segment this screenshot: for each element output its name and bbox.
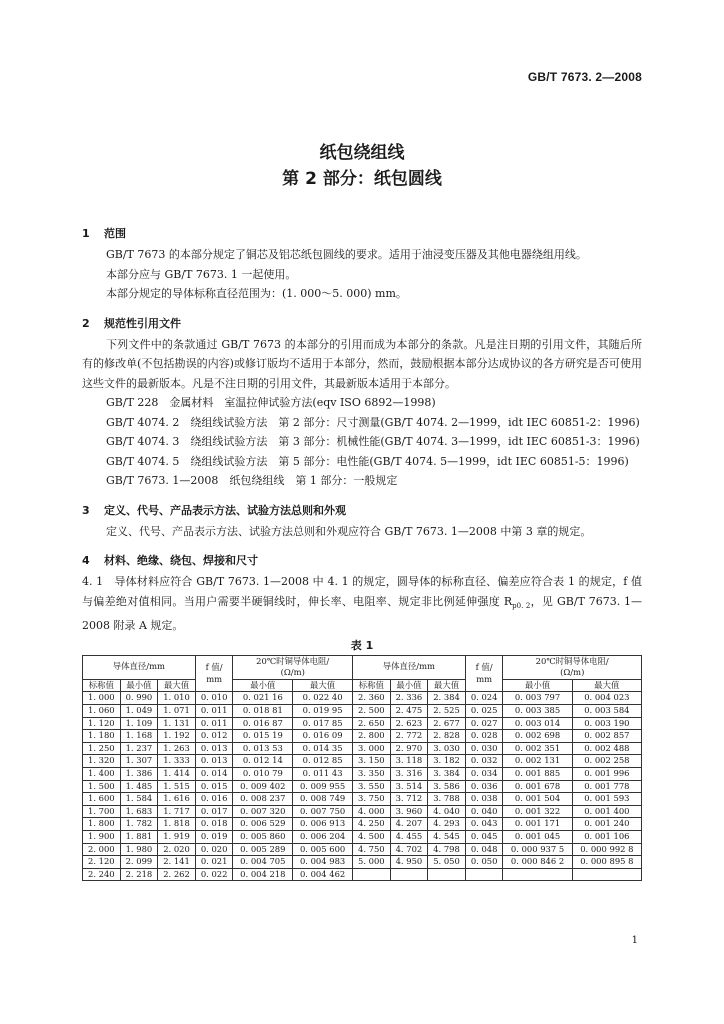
table-cell: 0. 012 [195,730,233,743]
table-cell: 0. 024 [465,692,503,705]
reference-item: GB/T 4074. 5 绕组线试验方法 第 5 部分：电性能(GB/T 4074. 5—1999，idt IEC 60851-5：1996) [106,454,629,468]
header-max: 最大值 [428,679,466,692]
table-cell: 0. 010 79 [233,768,293,781]
table-cell: 0. 001 504 [503,793,572,806]
table-row [83,717,642,730]
table-cell: 1. 683 [120,805,158,818]
table-cell: 3. 750 [353,793,391,806]
table-cell: 3. 960 [390,805,428,818]
table-cell: 0. 009 955 [293,780,353,793]
table-cell: 2. 099 [120,856,158,869]
table-cell: 0. 001 171 [503,818,572,831]
table-cell: 0. 021 16 [233,692,293,705]
table-row [83,692,642,705]
table-cell: 0. 002 131 [503,755,572,768]
header-f-unit: mm [206,673,223,684]
header-diameter-right: 导体直径/mm [353,655,466,679]
table-cell: 0. 013 [195,755,233,768]
section-title: 规范性引用文件 [104,316,181,330]
table-cell: 0. 006 913 [293,818,353,831]
table-row [83,856,642,869]
header-resistance-line2: (Ω/m) [280,667,305,678]
table-cell: 0. 002 258 [572,755,641,768]
table-cell [390,868,428,881]
table-cell: 2. 800 [353,730,391,743]
title-sub: 第 2 部分：纸包圆线 [282,169,442,189]
table-cell [503,868,572,881]
header-resistance-line2: (Ω/m) [560,667,585,678]
table-cell: 1. 386 [120,768,158,781]
table-cell: 1. 060 [83,705,121,718]
table-cell: 0. 013 53 [233,742,293,755]
table-row [83,768,642,781]
table-cell: 0. 001 106 [572,831,641,844]
table-cell: 4. 702 [390,843,428,856]
table-row [83,831,642,844]
table-row [83,730,642,743]
table-cell: 0. 005 289 [233,843,293,856]
header-f-label: f 值/ [475,661,493,672]
table-cell: 1. 782 [120,818,158,831]
table-cell [428,868,466,881]
table-cell: 1. 616 [158,793,196,806]
table-cell: 3. 514 [390,780,428,793]
table-cell: 1. 168 [120,730,158,743]
table-body [83,692,642,881]
table-cell: 1. 881 [120,831,158,844]
table-cell: 1. 414 [158,768,196,781]
paragraph: 定义、代号、产品表示方法、试验方法总则和外观应符合 GB/T 7673. 1—2008 中第 3 章的规定。 [106,524,592,538]
subscript: p0. 2 [512,601,531,610]
table-cell: 2. 525 [428,705,466,718]
table-cell: 0. 002 351 [503,742,572,755]
header-diameter: 导体直径/mm [83,655,196,679]
table-cell: 0. 010 [195,692,233,705]
table-cell: 4. 207 [390,818,428,831]
table-cell: 2. 384 [428,692,466,705]
header-resistance [233,655,353,679]
table-cell: 1. 320 [83,755,121,768]
table-cell: 0. 001 885 [503,768,572,781]
table-cell: 0. 006 529 [233,818,293,831]
table-cell: 0. 000 846 2 [503,856,572,869]
reference-item: GB/T 228 金属材料 室温拉伸试验方法(eqv ISO 6892—1998) [106,396,436,409]
table-cell: 0. 005 600 [293,843,353,856]
table-cell: 1. 980 [120,843,158,856]
table-cell: 0. 004 218 [233,868,293,881]
table-cell: 1. 333 [158,755,196,768]
table-cell: 1. 515 [158,780,196,793]
title-block [0,140,724,192]
table-cell: 0. 012 14 [233,755,293,768]
table-cell: 0. 027 [465,717,503,730]
header-nominal: 标称值 [83,679,121,692]
table-cell: 0. 013 [195,742,233,755]
table-cell: 1. 071 [158,705,196,718]
table-cell: 2. 336 [390,692,428,705]
table-cell: 4. 798 [428,843,466,856]
table-cell: 1. 000 [83,692,121,705]
table-row [83,793,642,806]
table-row [83,843,642,856]
table-cell: 1. 120 [83,717,121,730]
section-title: 定义、代号、产品表示方法、试验方法总则和外观 [104,503,346,517]
section-number: 1 [82,227,90,240]
table-row [83,755,642,768]
table-cell: 0. 002 488 [572,742,641,755]
table-cell: 0. 015 [195,780,233,793]
table-cell: 1. 250 [83,742,121,755]
table-cell: 2. 828 [428,730,466,743]
table-cell: 3. 118 [390,755,428,768]
section-number: 2 [82,316,90,330]
table-cell: 0. 001 678 [503,780,572,793]
table-cell: 0. 008 749 [293,793,353,806]
table-cell: 0. 050 [465,856,503,869]
table-cell: 0. 001 996 [572,768,641,781]
table-cell: 1. 800 [83,818,121,831]
table-cell: 0. 045 [465,831,503,844]
table-cell: 0. 032 [465,755,503,768]
table-cell: 0. 006 204 [293,831,353,844]
paragraph-text: ，见 GB/T 7673. 1—2008 附录 A 规定。 [82,594,642,633]
table-cell: 1. 485 [120,780,158,793]
header-f-label: f 值/ [205,661,223,672]
table-cell [353,868,391,881]
table-cell: 2. 970 [390,742,428,755]
table-cell: 3. 150 [353,755,391,768]
table-cell: 0. 003 385 [503,705,572,718]
table-cell: 2. 218 [120,868,158,881]
table-cell: 1. 900 [83,831,121,844]
table-cell: 0. 016 [195,793,233,806]
header-res-min: 最小值 [503,679,572,692]
standard-code: GB/T 7673. 2—2008 [527,70,642,84]
table-cell: 0. 019 [195,831,233,844]
header-f-value-right [465,655,503,692]
table-cell: 1. 584 [120,793,158,806]
table-row [83,780,642,793]
table-cell: 0. 000 992 8 [572,843,641,856]
table-cell: 4. 455 [390,831,428,844]
table-row [83,818,642,831]
table-cell: 0. 030 [465,742,503,755]
paragraph-text: 4. 1 导体材料应符合 GB/T 7673. 1—2008 中 4. 1 的规定，圆导体的标称直径、偏差应符合表 1 的规定，f 值与偏差绝对值相同。当用户需要半硬铜线时，伸长率、电阻率、规定非比例延伸强度 R [82,575,642,608]
table-cell: 2. 360 [353,692,391,705]
table-cell: 1. 500 [83,780,121,793]
table-cell: 2. 000 [83,843,121,856]
table-cell: 0. 009 402 [233,780,293,793]
table-cell: 0. 038 [465,793,503,806]
table-cell: 1. 192 [158,730,196,743]
table-cell: 0. 990 [120,692,158,705]
table-cell: 1. 700 [83,805,121,818]
table-cell: 0. 036 [465,780,503,793]
conductor-table [82,655,642,882]
table-cell: 0. 004 705 [233,856,293,869]
table-cell: 3. 712 [390,793,428,806]
table-cell: 1. 237 [120,742,158,755]
table-cell: 2. 141 [158,856,196,869]
table-row [83,705,642,718]
header-nominal: 标称值 [353,679,391,692]
table-cell: 1. 010 [158,692,196,705]
table-cell: 3. 788 [428,793,466,806]
table-cell: 0. 016 87 [233,717,293,730]
table-cell: 3. 550 [353,780,391,793]
reference-item: GB/T 7673. 1—2008 纸包绕组线 第 1 部分：一般规定 [106,474,398,487]
table-cell: 3. 030 [428,742,466,755]
paragraph: 下列文件中的条款通过 GB/T 7673 的本部分的引用而成为本部分的条款。凡是注日期的引用文件，其随后所有的修改单(不包括勘误的内容)或修订版均不适用于本部分，然而，鼓励根据本部分达成协议的各方研究是否可使用这些文件的最新版本。凡是不注日期的引用文件，其最新版本适用于本部分。 [82,337,642,390]
table-cell: 0. 004 983 [293,856,353,869]
table-cell: 0. 048 [465,843,503,856]
table-cell: 0. 012 85 [293,755,353,768]
table-cell: 4. 950 [390,856,428,869]
table-cell: 0. 001 045 [503,831,572,844]
table-cell: 0. 022 40 [293,692,353,705]
table-cell: 0. 040 [465,805,503,818]
table-cell: 1. 400 [83,768,121,781]
table-cell: 2. 772 [390,730,428,743]
table-cell: 0. 005 860 [233,831,293,844]
table-cell: 0. 018 [195,818,233,831]
table-cell: 0. 000 937 5 [503,843,572,856]
header-max: 最大值 [158,679,196,692]
table-cell: 1. 307 [120,755,158,768]
table-cell: 2. 475 [390,705,428,718]
table-cell: 2. 020 [158,843,196,856]
table-cell: 4. 250 [353,818,391,831]
header-res-max: 最大值 [572,679,641,692]
table-cell [572,868,641,881]
table-cell: 0. 014 35 [293,742,353,755]
table-cell: 3. 384 [428,768,466,781]
table-cell: 1. 049 [120,705,158,718]
header-resistance-line1: 20℃时铜导体电阻/ [256,655,330,666]
table-cell: 0. 019 95 [293,705,353,718]
table-cell: 4. 545 [428,831,466,844]
table-cell: 0. 011 [195,705,233,718]
table-cell: 2. 677 [428,717,466,730]
table-cell: 1. 818 [158,818,196,831]
table-cell: 0. 001 778 [572,780,641,793]
table-cell: 4. 750 [353,843,391,856]
table-caption: 表 1 [350,638,374,652]
table-cell: 0. 003 584 [572,705,641,718]
header-resistance-right [503,655,642,679]
table-cell: 0. 003 797 [503,692,572,705]
paragraph: 本部分规定的导体标称直径范围为：(1. 000～5. 000) mm。 [106,287,407,300]
table-cell: 0. 001 240 [572,818,641,831]
paragraph: 本部分应与 GB/T 7673. 1 一起使用。 [106,267,297,281]
table-cell: 0. 007 320 [233,805,293,818]
title-main: 纸包绕组线 [319,143,405,163]
table-cell: 4. 000 [353,805,391,818]
table-cell: 1. 131 [158,717,196,730]
table-cell: 0. 015 19 [233,730,293,743]
section-3-heading [82,499,642,522]
table-cell: 1. 263 [158,742,196,755]
table-cell: 0. 021 [195,856,233,869]
table-row [83,805,642,818]
section-4-heading [82,549,642,572]
table-cell: 0. 017 [195,805,233,818]
table-cell: 0. 043 [465,818,503,831]
table-row [83,742,642,755]
section-2-heading [82,312,642,335]
table-cell: 0. 022 [195,868,233,881]
table-cell: 0. 014 [195,768,233,781]
section-number: 3 [82,503,90,517]
table-cell: 3. 316 [390,768,428,781]
section-title: 材料、绝缘、绕包、焊接和尺寸 [104,554,258,567]
table-cell: 4. 293 [428,818,466,831]
table-cell: 0. 011 43 [293,768,353,781]
table-cell: 5. 050 [428,856,466,869]
table-cell: 3. 586 [428,780,466,793]
document-body [82,222,642,881]
table-cell: 2. 240 [83,868,121,881]
table-cell: 2. 262 [158,868,196,881]
table-cell: 0. 001 400 [572,805,641,818]
table-cell: 3. 000 [353,742,391,755]
table-cell: 0. 016 09 [293,730,353,743]
section-title: 范围 [104,227,126,240]
table-cell [465,868,503,881]
section-number: 4 [82,554,90,567]
table-cell: 0. 018 81 [233,705,293,718]
table-cell: 2. 500 [353,705,391,718]
page-number: 1 [631,935,638,946]
table-cell: 2. 650 [353,717,391,730]
table-cell: 0. 025 [465,705,503,718]
header-min: 最小值 [120,679,158,692]
reference-item: GB/T 4074. 3 绕组线试验方法 第 3 部分：机械性能(GB/T 4074. 3—1999，idt IEC 60851-3：1996) [106,435,640,448]
table-cell: 1. 180 [83,730,121,743]
table-cell: 0. 002 857 [572,730,641,743]
table-cell: 1. 600 [83,793,121,806]
paragraph: GB/T 7673 的本部分规定了铜芯及铝芯纸包圆线的要求。适用于油浸变压器及其他电器绕组用线。 [106,248,587,261]
table-cell: 3. 182 [428,755,466,768]
header-resistance-line1: 20℃时铜导体电阻/ [535,655,609,666]
reference-item: GB/T 4074. 2 绕组线试验方法 第 2 部分：尺寸测量(GB/T 4074. 2—1999，idt IEC 60851-2：1996) [106,415,640,429]
table-cell: 0. 020 [195,843,233,856]
table-cell: 4. 500 [353,831,391,844]
section-1-heading [82,222,642,245]
table-cell: 0. 004 023 [572,692,641,705]
table-cell: 0. 011 [195,717,233,730]
table-cell: 0. 003 014 [503,717,572,730]
table-cell: 0. 002 698 [503,730,572,743]
table-cell: 3. 350 [353,768,391,781]
header-f-value [195,655,233,692]
header-res-min: 最小值 [233,679,293,692]
table-cell: 0. 028 [465,730,503,743]
table-cell: 1. 717 [158,805,196,818]
table-cell: 1. 919 [158,831,196,844]
paragraph [82,572,642,636]
table-cell: 0. 004 462 [293,868,353,881]
table-cell: 4. 040 [428,805,466,818]
table-cell: 0. 017 85 [293,717,353,730]
header-min: 最小值 [390,679,428,692]
table-row [83,868,642,881]
table-cell: 1. 109 [120,717,158,730]
header-f-unit: mm [476,673,493,684]
table-cell: 5. 000 [353,856,391,869]
table-cell: 0. 001 593 [572,793,641,806]
table-cell: 0. 008 237 [233,793,293,806]
table-cell: 0. 007 750 [293,805,353,818]
header-res-max: 最大值 [293,679,353,692]
table-cell: 0. 001 322 [503,805,572,818]
table-cell: 0. 003 190 [572,717,641,730]
table-cell: 0. 034 [465,768,503,781]
table-cell: 2. 120 [83,856,121,869]
table-cell: 0. 000 895 8 [572,856,641,869]
table-cell: 2. 623 [390,717,428,730]
